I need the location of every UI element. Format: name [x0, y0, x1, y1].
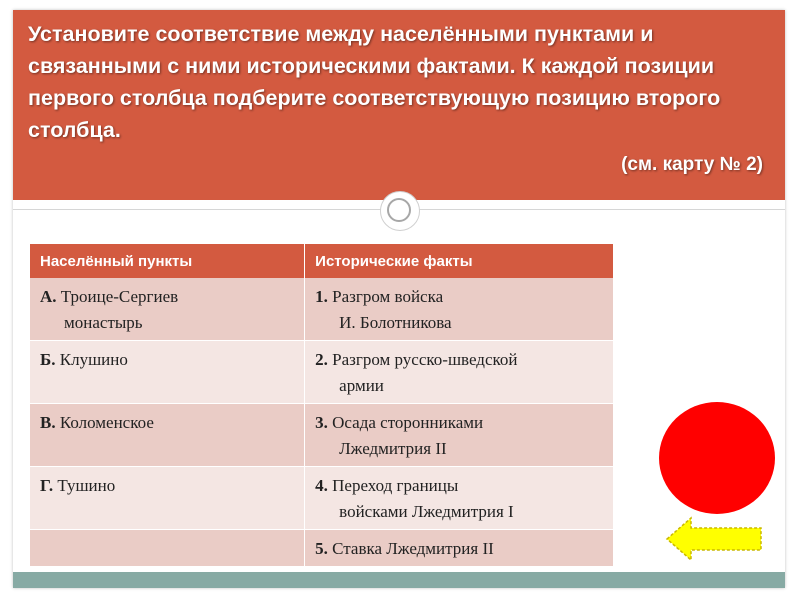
place-text: Тушино [53, 476, 116, 495]
place-text: Троице-Сергиев [56, 287, 179, 306]
place-text: Коломенское [55, 413, 154, 432]
fact-text: Разгром войска [327, 287, 444, 306]
place-cell [30, 404, 305, 467]
place-key: А. [40, 287, 57, 306]
table-row [30, 404, 614, 467]
table-row [30, 530, 614, 567]
fact-cell [305, 404, 614, 467]
arrow-left-icon[interactable] [665, 514, 769, 564]
fact-text-cont: Лжедмитрия II [339, 439, 447, 458]
red-circle-indicator[interactable] [659, 402, 775, 514]
footer-bar [13, 572, 785, 588]
fact-text-cont: войсками Лжедмитрия I [339, 502, 514, 521]
fact-key: 4. [315, 476, 328, 495]
table-row [30, 341, 614, 404]
table-row [30, 278, 614, 341]
place-cell [30, 278, 305, 341]
fact-text: Осада сторонниками [327, 413, 484, 432]
fact-cell [305, 278, 614, 341]
place-cell [30, 341, 305, 404]
fact-cell [305, 341, 614, 404]
fact-key: 1. [315, 287, 328, 306]
fact-text-cont: И. Болотникова [339, 313, 452, 332]
fact-text: Ставка Лжедмитрия II [327, 539, 494, 558]
matching-table [30, 244, 614, 567]
table-row [30, 467, 614, 530]
fact-text-cont: армии [339, 376, 384, 395]
column-header-facts: Исторические факты [305, 244, 614, 278]
fact-key: 5. [315, 539, 328, 558]
fact-text: Переход границы [327, 476, 459, 495]
ring-icon [387, 198, 411, 222]
place-text-cont: монастырь [64, 313, 143, 332]
column-header-places: Населённый пункты [30, 244, 305, 278]
fact-cell [305, 530, 614, 567]
map-reference: (см. карту № 2) [621, 154, 763, 175]
place-cell [30, 467, 305, 530]
title-banner [13, 10, 785, 200]
fact-text: Разгром русско-шведской [327, 350, 518, 369]
table-header-row [30, 244, 614, 278]
place-cell-empty [30, 530, 305, 567]
task-title: Установите соответствие между населёнными пунктами и связанными с ними историческими фактами. К каждой позиции первого столбца подберите соответствующую позицию второго столбца. [28, 22, 721, 142]
place-text: Клушино [55, 350, 128, 369]
fact-key: 2. [315, 350, 328, 369]
fact-cell [305, 467, 614, 530]
place-key: Г. [40, 476, 54, 495]
place-key: В. [40, 413, 56, 432]
fact-key: 3. [315, 413, 328, 432]
place-key: Б. [40, 350, 56, 369]
slide [13, 10, 785, 588]
